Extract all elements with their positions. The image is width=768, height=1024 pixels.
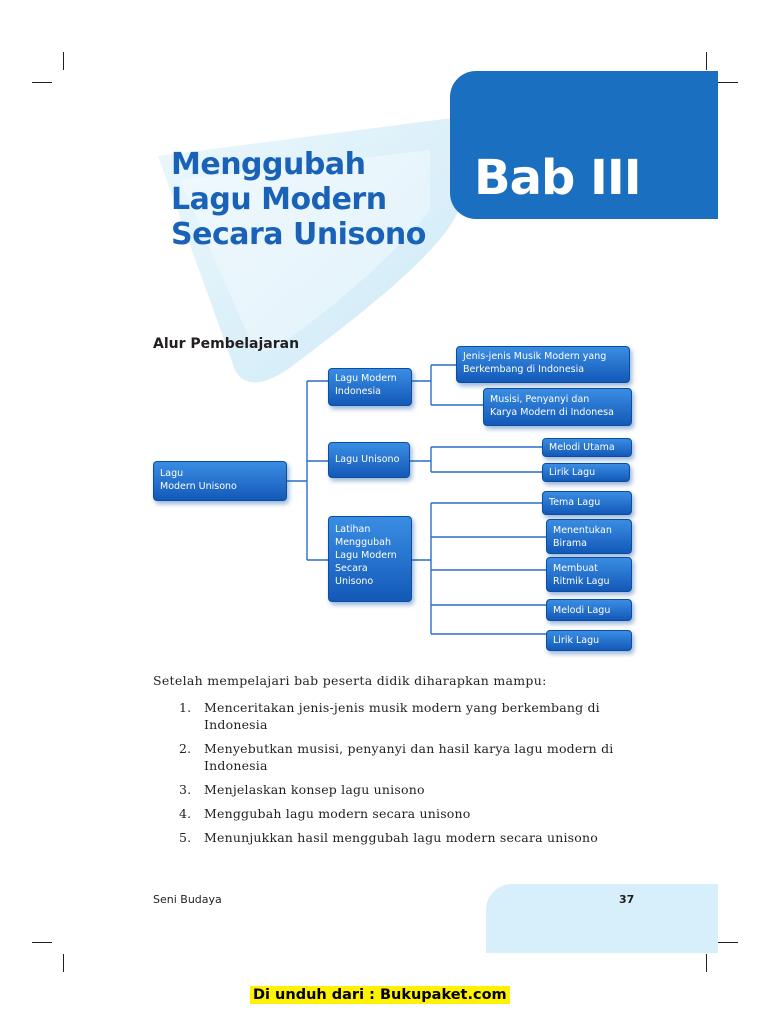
learning-flow-heading: Alur Pembelajaran [153,336,300,352]
chapter-title-line: Lagu Modern [171,182,387,217]
flow-node-branch [328,368,412,406]
flow-node-label: Tema Lagu [549,497,601,508]
footer-book-title: Seni Budaya [153,893,222,906]
flow-node-label: Lirik Lagu [553,635,600,646]
list-item [179,781,635,798]
flow-node-leaf [546,519,632,554]
item-text: Menceritakan jenis-jenis musik modern yang berkembang di Indonesia [204,700,600,732]
flow-node-branch [328,442,410,478]
page-number: 37 [619,893,635,906]
item-text: Menunjukkan hasil menggubah lagu modern secara unisono [204,830,598,845]
item-number: 1. [179,700,192,715]
item-text: Menjelaskan konsep lagu unisono [204,782,425,797]
item-text: Menyebutkan musisi, penyanyi dan hasil karya lagu modern di Indonesia [204,741,614,773]
item-number: 3. [179,782,192,797]
flow-node-leaf [546,599,632,621]
chapter-title-line: Menggubah [171,147,366,182]
flow-node-label: Lagu Unisono [335,454,400,465]
flow-node-leaf [546,557,632,592]
flow-node-label: Membuat Ritmik Lagu [553,563,610,587]
flow-node-label: Lirik Lagu [549,467,596,478]
flow-node-label: Lagu Modern Unisono [160,468,237,492]
flow-node-branch [328,516,412,602]
chapter-label: Bab III [474,150,641,206]
flow-node-label: Menentukan Birama [553,525,612,549]
flow-node-leaf [542,491,632,515]
list-item [179,805,635,822]
list-item [179,740,635,774]
flow-node-root [153,461,287,501]
flow-node-label: Lagu Modern Indonesia [335,373,397,397]
flow-node-leaf [542,438,632,457]
flow-node-leaf [483,388,632,426]
download-source-note: Di unduh dari : Bukupaket.com [250,986,510,1004]
objectives-intro: Setelah mempelajari bab peserta didik diharapkan mampu: [153,673,547,688]
flow-node-leaf [456,346,630,383]
chapter-title-line: Secara Unisono [171,217,426,252]
flow-node-label: Melodi Lagu [553,605,611,616]
flow-node-leaf [542,463,630,482]
flow-node-label: Melodi Utama [549,442,615,453]
item-text: Menggubah lagu modern secara unisono [204,806,471,821]
item-number: 4. [179,806,192,821]
learning-objectives-list [179,699,635,853]
flow-node-label: Jenis-jenis Musik Modern yang Berkembang di Indonesia [463,351,607,375]
flow-node-leaf [546,630,632,651]
item-number: 2. [179,741,192,756]
flow-node-label: Latihan Menggubah Lagu Modern Secara Unisono [335,524,397,587]
footer-tab [486,884,718,953]
list-item [179,829,635,846]
list-item [179,699,635,733]
item-number: 5. [179,830,192,845]
flow-node-label: Musisi, Penyanyi dan Karya Modern di Indonesa [490,394,614,418]
